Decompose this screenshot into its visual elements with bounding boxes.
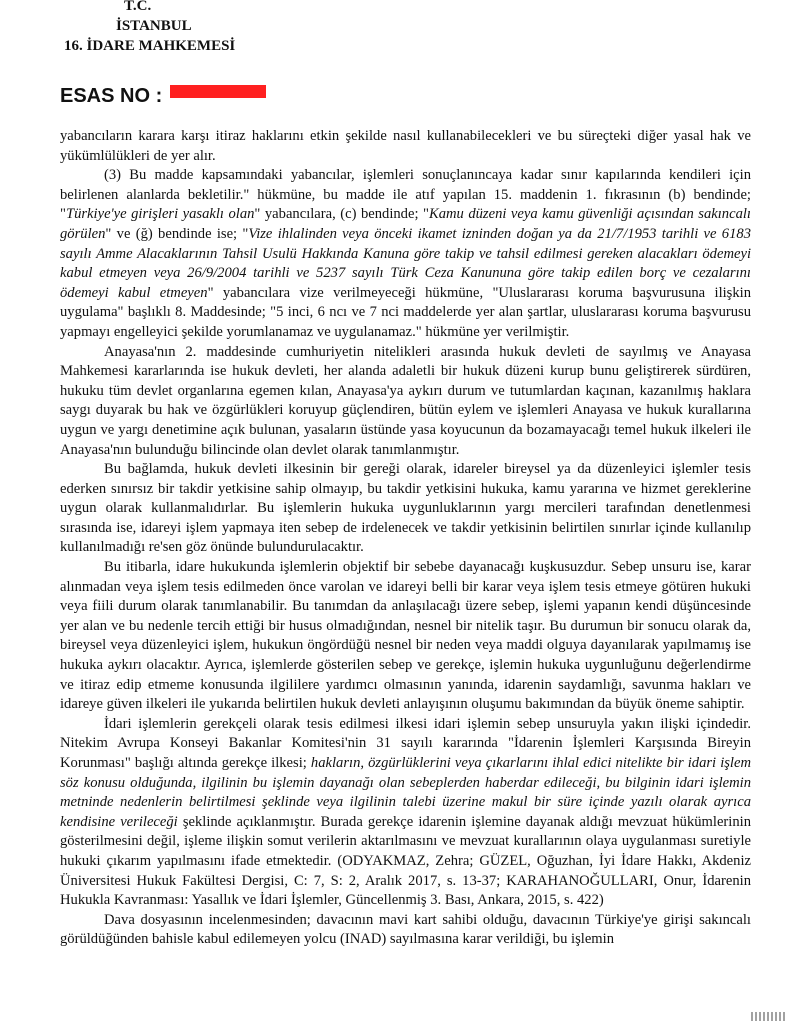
case-number-label: ESAS NO : [60, 85, 163, 107]
document-body [60, 127, 751, 950]
paragraph-1 [60, 127, 751, 166]
country-label: T.C. [124, 0, 152, 14]
text-run: (3) Bu madde kapsamındaki yabancılar, işlemleri sonuçlanıncaya kadar sınır kapılarında kendileri için belirlenen alanlarda bekletilir." hükmüne, bu madde ile atıf yapılan 15. maddenin 1. fıkrasının (b) bendinde; " [60, 167, 751, 223]
court-header [62, 0, 262, 56]
text-run: " yabancılara vize verilmeyeceği hükmüne, "Uluslararası koruma başvurusuna ilişkin uygulama" başlıklı 8. Maddesinde; "5 inci, 6 ncı ve 7 nci maddelerde yer alan şartlar, uluslararası koruma başvurusu yapmayı engelleyici şekilde yorumlanamaz ve uygulanamaz." hükmüne yer verilmiştir. [60, 284, 752, 340]
redaction-bar [170, 85, 266, 98]
paragraph-5 [60, 558, 751, 715]
text-run: " yabancılara, (c) bendinde; " [254, 206, 429, 223]
paragraph-4 [60, 460, 751, 558]
case-number [60, 84, 266, 108]
italic-quote: Vize ihlalinden veya önceki ikamet izninden doğan ya da 21/7/1953 tarihli ve 6183 sayılı Amme Alacaklarının Tahsil Usulü Hakkında Kanuna göre takip ve tahsil edilmesi gereken alacakları ödemeyi kabul etmeyen veya 26/9/2004 tarihli ve 5237 sayılı Türk Ceza Kanununa göre takip edilen borç ve cezalarını ödemeyi kabul etmeyen [60, 225, 751, 301]
text-run: yabancıların karara karşı itiraz haklarını etkin şekilde nasıl kullanabilecekleri ve bu süreçteki diğer yasal hak ve yükümlülükleri de yer alır. [60, 128, 751, 164]
text-run: Bu itibarla, idare hukukunda işlemlerin objektif bir sebebe dayanacağı kuşkusuzdur. Sebep unsuru ise, karar alınmadan veya işlem tesis edilmeden önce varolan ve idareyi belli bir karar veya işlem tesis etmeye götüren hukuki veya fiili durum olarak tanımlanabilir. Bu tanımdan da anlaşılacağı üzere sebep, işlemi yapanın kendi düşüncesinde yer alan ve bu nedenle tercih ettiği bir husus olmadığından, nesnel bir nitelik taşır. Bu durumun bir sonucu olarak da, bireysel veya düzenleyici işlem, hukukun öngördüğü nesnel bir neden veya maddi olguya dayanılarak yapılmamış ise hukuka aykırı olacaktır. Ayrıca, işlemlerde gösterilen sebep ve gerekçe, işlemin hukuka uygunluğunu değerlendirme ve itiraz edip etmeme konusunda ilgililere yardımcı olmasının yanında, idarenin saydamlığı, savunma hakları ve idareye güven ilkeleri ile yukarıda belirtilen hukuk devleti anlayışının oluşumu bakımından da büyük öneme sahiptir. [60, 559, 751, 713]
text-run: İdari işlemlerin gerekçeli olarak tesis edilmesi ilkesi idari işlemin sebep unsuruyla yakın ilişki içindedir. Nitekim Avrupa Konseyi Bakanlar Komitesi'nin 31 sayılı kararında "İdarenin İşlemleri Karşısında Bireyin Korunması" başlığı altında gerekçe ilkesi; [60, 715, 751, 771]
paragraph-6 [60, 715, 751, 911]
text-run: " ve (ğ) bendinde ise; " [105, 225, 249, 242]
paragraph-7 [60, 911, 751, 950]
city-label: İSTANBUL [116, 18, 192, 34]
italic-quote: Türkiye'ye girişleri yasaklı olan [65, 206, 255, 223]
italic-quote: Kamu düzeni veya kamu güvenliği açısından sakıncalı görülen [60, 206, 751, 242]
italic-quote: hakların, özgürlüklerini veya çıkarlarını ihlal edici nitelikte bir idari işlem söz konusu olduğunda, ilgilinin bu işlemin dayanağı olan sebeplerden haberdar edileceği, bu bilginin idari işlemin metninde nedenlerin belirtilmesi şeklinde veya ilgilinin talebi üzerine makul bir süre içinde yazılı olarak ayrıca kendisine verileceği [60, 755, 752, 830]
paragraph-2 [60, 166, 751, 342]
court-name: 16. İDARE MAHKEMESİ [64, 38, 236, 54]
text-run: Bu bağlamda, hukuk devleti ilkesinin bir gereği olarak, idareler bireysel ya da düzenleyici işlemler tesis ederken sınırsız bir takdir yetkisine sahip olmayıp, bu takdir yetkisini hukuka, kamu yararına ve hizmet gereklerine uygun olarak kullanmalıdırlar. Bu işlemlerin hukuka uygunluklarının yargı mercileri tarafından denetlenmesi sırasında ise, idareyi işlem yapmaya iten sebep de irdelenecek ve takdir yetkisinin belirtilen sınırlar içinde kullanılıp kullanılmadığı re'sen göz önünde bulundurulacaktır. [60, 461, 751, 556]
paragraph-3 [60, 343, 751, 461]
scan-mark [751, 1012, 785, 1021]
text-run: Dava dosyasının incelenmesinden; davacının mavi kart sahibi olduğu, davacının Türkiye'ye girişi sakıncalı görüldüğünden bahisle kabul edilemeyen yolcu (INAD) sayılmasına karar verildiği, bu işlemin [60, 911, 751, 948]
text-run: şeklinde açıklanmıştır. Burada gerekçe idarenin işlemine dayanak aldığı mevzuat hükümlerinin gösterilmesini değil, işleme ilişkin somut verilerin aktarılmasını ve mevzuat kurallarının olaya uygulanması suretiyle hukuki çıkarım yapılmasını ifade etmektedir. (ODYAKMAZ, Zehra; GÜZEL, Oğuzhan, İyi İdare Hakkı, Akdeniz Üniversitesi Hukuk Fakültesi Dergisi, C: 7, S: 2, Aralık 2017, s. 13-37; KARAHANOĞULLARI, Onur, İdarenin Hukukla Kavranması: Yasallık ve İdari İşlemler, Güncellenmiş 3. Bası, Ankara, 2015, s. 422) [60, 813, 751, 909]
text-run: Anayasa'nın 2. maddesinde cumhuriyetin nitelikleri arasında hukuk devleti de sayılmış ve Anayasa Mahkemesi kararlarında ise hukuk devleti, her alanda adaletli bir hukuk düzeni kurup bunu geliştirerek sürdüren, hukuku tüm devlet organlarına egemen kılan, Anayasa'ya aykırı durum ve tutumlardan kaçınan, kazanılmış haklara saygı duyarak bu hak ve özgürlükleri koruyup güçlendiren, bütün eylem ve işlemleri Anayasa ve hukuk kurallarına uygun ve yargı denetimine açık bulunan, yasaların üstünde yasa koyucunun da bozamayacağı temel hukuk ilkeleri ile Anayasa'nın bulunduğu bilincinde olan devlet olarak tanımlanmıştır. [60, 343, 751, 458]
